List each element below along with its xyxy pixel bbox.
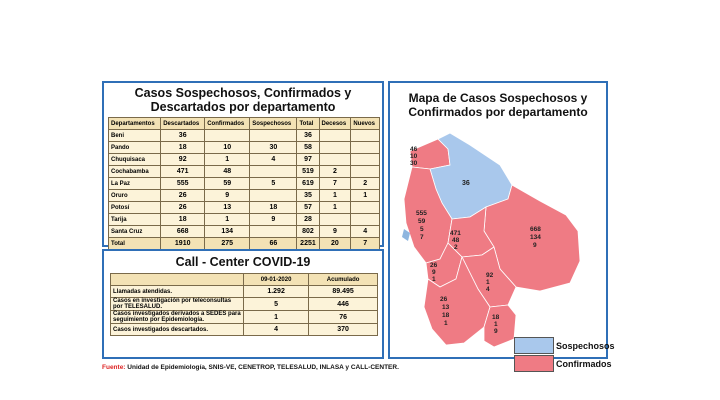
table-cell: 36 — [161, 130, 205, 142]
table-cell: 13 — [205, 202, 250, 214]
table-row — [109, 202, 380, 214]
table-cell: 1 — [205, 214, 250, 226]
table-cell — [319, 214, 351, 226]
map-label-la-paz-4: 7 — [420, 234, 424, 241]
table-row — [109, 154, 380, 166]
table-cell: 1 — [205, 154, 250, 166]
map-label-chuquisaca-3: 4 — [486, 286, 490, 293]
table-row — [109, 178, 380, 190]
table-cell: 97 — [297, 154, 319, 166]
map-label-pando-3: 30 — [410, 160, 418, 167]
table-cell: 28 — [297, 214, 319, 226]
table-cell: 89.495 — [309, 286, 378, 298]
table-cell: 10 — [205, 142, 250, 154]
map-label-santa-cruz-2: 134 — [530, 234, 541, 241]
table-cell: 1.292 — [244, 286, 309, 298]
legend-confirmados-label: Confirmados — [556, 359, 612, 369]
cases-header-cell: Decesos — [319, 118, 351, 130]
map-title-line2: Confirmados por departamento — [408, 105, 588, 119]
table-cell: 1 — [351, 190, 380, 202]
call-header-cell — [111, 274, 244, 286]
table-cell: 1 — [319, 190, 351, 202]
table-cell: 7 — [319, 178, 351, 190]
map-title-line1: Mapa de Casos Sospechosos y — [408, 91, 588, 105]
call-item-label: Casos investigados derivados a SEDES para seguimiento por Epidemiología. — [111, 311, 244, 324]
table-cell: 76 — [309, 311, 378, 324]
table-cell: 4 — [351, 226, 380, 238]
call-item-label: Llamadas atendidas. — [111, 286, 244, 298]
table-cell: 2 — [351, 178, 380, 190]
table-cell: 26 — [161, 190, 205, 202]
call-item-label: Casos investigados descartados. — [111, 324, 244, 336]
table-cell — [319, 142, 351, 154]
map-panel — [388, 81, 615, 369]
call-header-cell: 09-01-2020 — [244, 274, 309, 286]
table-cell: 59 — [205, 178, 250, 190]
map-label-tarija-1: 18 — [492, 314, 500, 321]
table-cell — [319, 154, 351, 166]
cases-header-cell: Descartados — [161, 118, 205, 130]
table-cell: 1 — [244, 311, 309, 324]
table-row — [111, 298, 378, 311]
total-cell: 66 — [250, 238, 297, 250]
table-cell — [351, 142, 380, 154]
bolivia-map — [390, 119, 606, 359]
legend-sospechosos-label: Sospechosos — [556, 341, 615, 351]
total-cell: 20 — [319, 238, 351, 250]
department-name: Chuquisaca — [109, 154, 161, 166]
table-cell: 35 — [297, 190, 319, 202]
department-name: Pando — [109, 142, 161, 154]
department-name: La Paz — [109, 178, 161, 190]
total-cell: Total — [109, 238, 161, 250]
table-cell: 18 — [161, 142, 205, 154]
department-name: Beni — [109, 130, 161, 142]
table-cell: 30 — [250, 142, 297, 154]
map-title — [390, 83, 606, 119]
table-cell: 370 — [309, 324, 378, 336]
map-label-oruro-3: 1 — [432, 276, 436, 283]
total-cell: 2251 — [297, 238, 319, 250]
map-label-chuquisaca-2: 1 — [486, 279, 490, 286]
table-cell — [250, 226, 297, 238]
source-note — [102, 364, 399, 371]
table-row — [109, 166, 380, 178]
table-cell: 57 — [297, 202, 319, 214]
table-cell: 92 — [161, 154, 205, 166]
call-center-table — [110, 273, 378, 336]
table-cell: 2 — [319, 166, 351, 178]
cases-title-line2: Descartados por departamento — [150, 100, 336, 114]
table-cell: 519 — [297, 166, 319, 178]
map-label-potosi-4: 1 — [444, 320, 448, 327]
table-cell — [351, 214, 380, 226]
table-row — [109, 130, 380, 142]
cases-header-cell: Nuevos — [351, 118, 380, 130]
table-cell: 5 — [250, 178, 297, 190]
map-label-pando-1: 46 — [410, 146, 418, 153]
table-cell: 9 — [250, 214, 297, 226]
map-label-santa-cruz-3: 9 — [533, 242, 537, 249]
table-cell — [351, 166, 380, 178]
table-cell: 134 — [205, 226, 250, 238]
table-cell — [351, 202, 380, 214]
table-cell — [250, 190, 297, 202]
cases-title — [104, 83, 382, 114]
department-name: Cochabamba — [109, 166, 161, 178]
call-center-table-header — [111, 274, 378, 286]
map-label-potosi-2: 13 — [442, 304, 450, 311]
map-label-beni: 36 — [462, 180, 470, 187]
legend-confirmados-swatch — [514, 355, 554, 372]
map-region-tarija — [484, 305, 516, 347]
table-cell — [250, 166, 297, 178]
total-cell: 275 — [205, 238, 250, 250]
department-name: Potosí — [109, 202, 161, 214]
table-cell — [319, 130, 351, 142]
table-cell: 18 — [161, 214, 205, 226]
table-cell — [351, 154, 380, 166]
map-label-tarija-2: 1 — [494, 321, 498, 328]
total-cell: 1910 — [161, 238, 205, 250]
map-label-oruro-2: 9 — [432, 269, 436, 276]
table-cell: 18 — [250, 202, 297, 214]
legend-sospechosos-swatch — [514, 337, 554, 354]
map-label-santa-cruz-1: 668 — [530, 226, 541, 233]
table-cell — [205, 130, 250, 142]
table-cell: 48 — [205, 166, 250, 178]
map-label-tarija-3: 9 — [494, 328, 498, 335]
map-label-cochabamba-3: 2 — [454, 244, 458, 251]
table-cell: 58 — [297, 142, 319, 154]
table-cell: 5 — [244, 298, 309, 311]
table-cell: 4 — [250, 154, 297, 166]
table-cell: 1 — [319, 202, 351, 214]
call-center-panel — [102, 249, 384, 359]
map-label-pando-2: 10 — [410, 153, 418, 160]
table-row — [109, 214, 380, 226]
source-label: Fuente: — [102, 364, 126, 371]
table-row — [111, 324, 378, 336]
department-name: Tarija — [109, 214, 161, 226]
department-name: Oruro — [109, 190, 161, 202]
map-label-chuquisaca-1: 92 — [486, 272, 494, 279]
map-label-cochabamba-2: 48 — [452, 237, 460, 244]
cases-table — [108, 117, 380, 250]
table-cell: 619 — [297, 178, 319, 190]
call-item-label: Casos en investigación por teleconsultas por TELESALUD. — [111, 298, 244, 311]
call-center-title: Call - Center COVID-19 — [175, 255, 311, 269]
map-label-la-paz-3: 5 — [420, 226, 424, 233]
department-name: Santa Cruz — [109, 226, 161, 238]
source-text: Unidad de Epidemiología, SNIS-VE, CENETROP, TELESALUD, INLASA y CALL-CENTER. — [125, 364, 399, 371]
cases-header-cell: Confirmados — [205, 118, 250, 130]
call-header-cell: Acumulado — [309, 274, 378, 286]
table-cell: 9 — [319, 226, 351, 238]
table-row — [109, 190, 380, 202]
cases-panel — [102, 81, 384, 247]
table-row — [111, 286, 378, 298]
table-cell: 446 — [309, 298, 378, 311]
table-total-row — [109, 238, 380, 250]
map-label-la-paz-2: 59 — [418, 218, 426, 225]
map-label-potosi-1: 26 — [440, 296, 448, 303]
table-row — [109, 226, 380, 238]
cases-header-cell: Departamentos — [109, 118, 161, 130]
table-cell: 668 — [161, 226, 205, 238]
cases-header-cell: Sospechosos — [250, 118, 297, 130]
total-cell: 7 — [351, 238, 380, 250]
map-label-cochabamba-1: 471 — [450, 230, 461, 237]
table-cell: 9 — [205, 190, 250, 202]
table-row — [109, 142, 380, 154]
table-cell: 4 — [244, 324, 309, 336]
table-cell: 555 — [161, 178, 205, 190]
table-cell: 36 — [297, 130, 319, 142]
table-cell: 802 — [297, 226, 319, 238]
map-label-la-paz-1: 555 — [416, 210, 427, 217]
cases-table-header — [109, 118, 380, 130]
map-label-oruro-1: 26 — [430, 262, 438, 269]
map-label-potosi-3: 18 — [442, 312, 450, 319]
cases-header-cell: Total — [297, 118, 319, 130]
cases-title-line1: Casos Sospechosos, Confirmados y — [134, 86, 352, 100]
table-row — [111, 311, 378, 324]
table-cell — [351, 130, 380, 142]
table-cell — [250, 130, 297, 142]
table-cell: 471 — [161, 166, 205, 178]
table-cell: 26 — [161, 202, 205, 214]
